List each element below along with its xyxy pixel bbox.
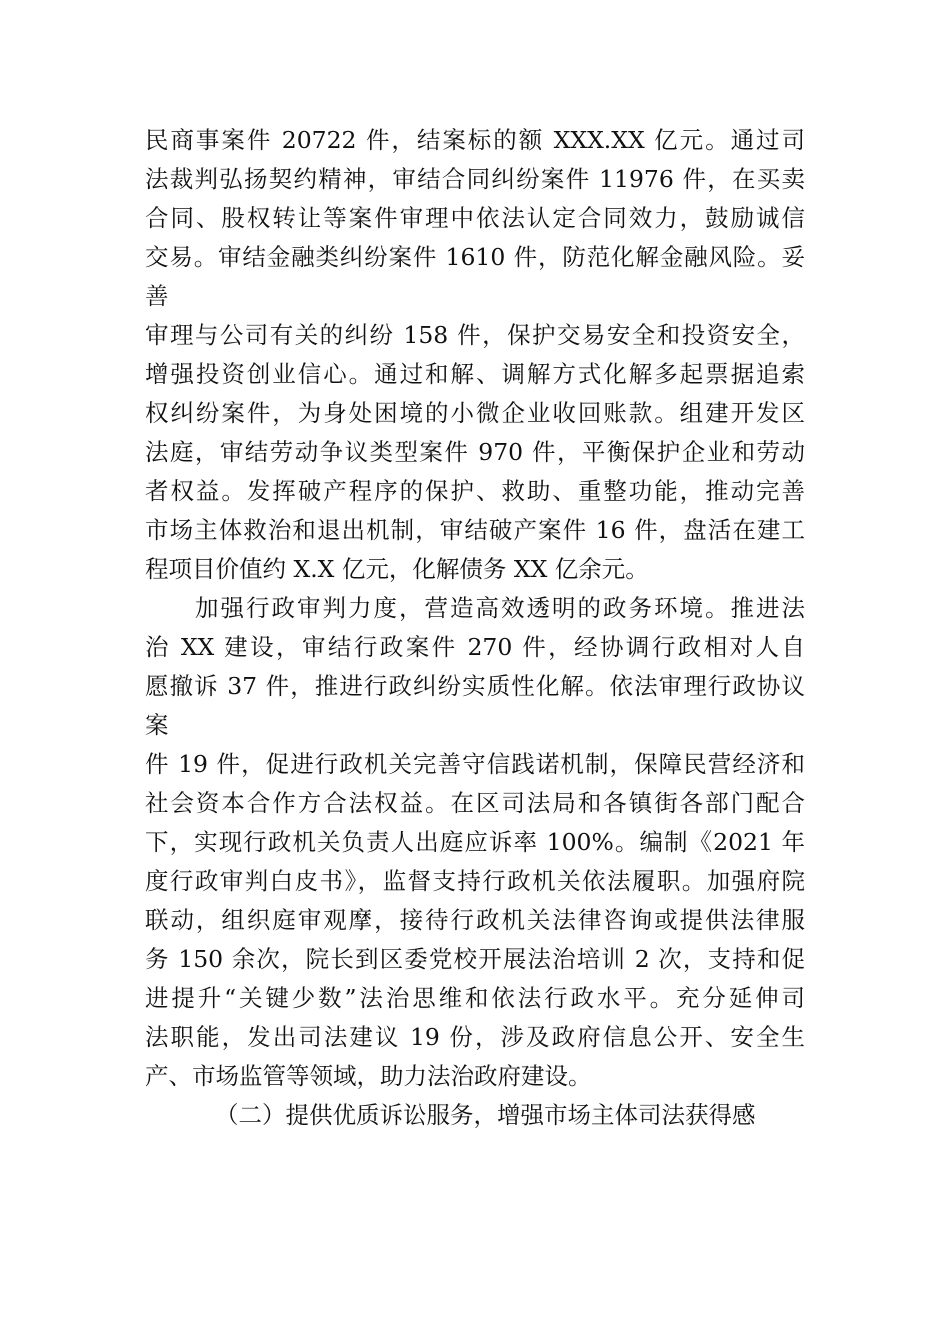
- text-line: 进提升“关键少数”法治思维和依法行政水平。充分延伸司: [145, 984, 805, 1012]
- text-line: 联动，组织庭审观摩，接待行政机关法律咨询或提供法律服: [145, 906, 805, 934]
- text-line: 交易。审结金融类纠纷案件 1610 件，防范化解金融风险。妥: [145, 243, 805, 271]
- text-line: 法庭，审结劳动争议类型案件 970 件，平衡保护企业和劳动: [145, 438, 805, 466]
- text-line: 善: [145, 282, 169, 310]
- text-line: 产、市场监管等领域，助力法治政府建设。: [145, 1062, 592, 1090]
- text-line: 权纠纷案件，为身处困境的小微企业收回账款。组建开发区: [145, 399, 805, 427]
- text-line: 度行政审判白皮书》，监督支持行政机关依法履职。加强府院: [145, 867, 805, 895]
- text-line: 下，实现行政机关负责人出庭应诉率 100%。编制《2021 年: [145, 828, 805, 856]
- text-line: 审理与公司有关的纠纷 158 件，保护交易安全和投资安全，: [145, 321, 805, 349]
- text-line: 法职能，发出司法建议 19 份，涉及政府信息公开、安全生: [145, 1023, 805, 1051]
- text-line: 务 150 余次，院长到区委党校开展法治培训 2 次，支持和促: [145, 945, 805, 973]
- paragraph-civil-commercial: [145, 121, 805, 589]
- text-line: 件 19 件，促进行政机关完善守信践诺机制，保障民营经济和: [145, 750, 805, 778]
- text-line: 法裁判弘扬契约精神，审结合同纠纷案件 11976 件，在买卖: [145, 165, 805, 193]
- text-line: 治 XX 建设，审结行政案件 270 件，经协调行政相对人自: [145, 633, 805, 661]
- text-line: 加强行政审判力度，营造高效透明的政务环境。推进法: [195, 594, 805, 622]
- text-line: 愿撤诉 37 件，推进行政纠纷实质性化解。依法审理行政协议: [145, 672, 805, 700]
- text-line: 民商事案件 20722 件，结案标的额 XXX.XX 亿元。通过司: [145, 126, 805, 154]
- text-line: 增强投资创业信心。通过和解、调解方式化解多起票据追索: [145, 360, 805, 388]
- document-body: [145, 121, 805, 1135]
- text-line: 者权益。发挥破产程序的保护、救助、重整功能，推动完善: [145, 477, 805, 505]
- section-heading-text: （二）提供优质诉讼服务，增强市场主体司法获得感: [215, 1101, 756, 1129]
- text-line: 社会资本合作方合法权益。在区司法局和各镇街各部门配合: [145, 789, 805, 817]
- text-line: 合同、股权转让等案件审理中依法认定合同效力，鼓励诚信: [145, 204, 805, 232]
- paragraph-administrative-trial: [145, 589, 805, 1096]
- text-line: 程项目价值约 X.X 亿元，化解债务 XX 亿余元。: [145, 555, 649, 583]
- text-line: 市场主体救治和退出机制，审结破产案件 16 件，盘活在建工: [145, 516, 805, 544]
- section-heading: [145, 1096, 805, 1135]
- text-line: 案: [145, 711, 169, 739]
